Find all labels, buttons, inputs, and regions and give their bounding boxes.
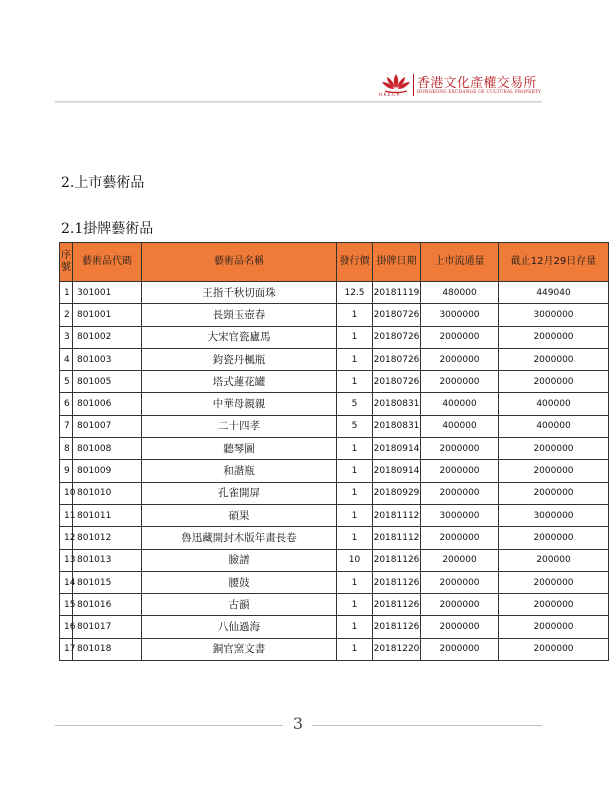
cell-circulation: 480000	[421, 282, 499, 304]
cell-code: 801013	[73, 549, 142, 571]
cell-code: 801006	[73, 393, 142, 415]
cell-circulation: 400000	[421, 393, 499, 415]
cell-serial: 1	[60, 282, 73, 304]
cell-stock: 2000000	[499, 460, 609, 482]
cell-code: 801011	[73, 504, 142, 526]
col-header-price: 發行價	[337, 243, 373, 282]
cell-date: 20181220	[373, 638, 421, 660]
cell-price: 1	[337, 482, 373, 504]
table-row	[60, 616, 609, 638]
cell-circulation: 2000000	[421, 638, 499, 660]
table-row	[60, 326, 609, 348]
cell-date: 20181126	[373, 594, 421, 616]
table-row	[60, 638, 609, 660]
cell-stock: 2000000	[499, 348, 609, 370]
table-row	[60, 415, 609, 437]
cell-stock: 2000000	[499, 594, 609, 616]
cell-circulation: 2000000	[421, 460, 499, 482]
cell-date: 20181126	[373, 616, 421, 638]
cell-stock: 2000000	[499, 482, 609, 504]
cell-price: 5	[337, 415, 373, 437]
cell-serial: 17	[60, 638, 73, 660]
cell-code: 301001	[73, 282, 142, 304]
cell-serial: 12	[60, 527, 73, 549]
cell-price: 1	[337, 371, 373, 393]
cell-serial: 11	[60, 504, 73, 526]
cell-date: 20180914	[373, 438, 421, 460]
cell-circulation: 400000	[421, 415, 499, 437]
col-header-serial: 序號	[60, 243, 73, 282]
cell-name: 銅官窯文書	[142, 638, 337, 660]
cell-date: 20180831	[373, 415, 421, 437]
cell-circulation: 200000	[421, 549, 499, 571]
cell-circulation: 3000000	[421, 504, 499, 526]
cell-code: 801016	[73, 594, 142, 616]
cell-code: 801017	[73, 616, 142, 638]
footer-rule-left	[55, 725, 283, 726]
cell-serial: 15	[60, 594, 73, 616]
header-rule-shadow	[55, 102, 542, 103]
cell-price: 1	[337, 438, 373, 460]
cell-name: 中華母親親	[142, 393, 337, 415]
table-row	[60, 482, 609, 504]
cell-code: 801018	[73, 638, 142, 660]
cell-date: 20180831	[373, 393, 421, 415]
cell-circulation: 2000000	[421, 371, 499, 393]
col-header-circulation: 上市流通量	[421, 243, 499, 282]
listed-artworks-table	[59, 242, 609, 661]
footer-rule-right	[312, 725, 542, 726]
cell-serial: 6	[60, 393, 73, 415]
cell-price: 1	[337, 638, 373, 660]
cell-price: 1	[337, 304, 373, 326]
col-header-stock: 截止12月29日存量	[499, 243, 609, 282]
cell-date: 20180914	[373, 460, 421, 482]
cell-circulation: 2000000	[421, 594, 499, 616]
table-row	[60, 304, 609, 326]
cell-date: 20181126	[373, 571, 421, 593]
cell-price: 1	[337, 571, 373, 593]
cell-serial: 3	[60, 326, 73, 348]
cell-name: 王指千秋切面珠	[142, 282, 337, 304]
cell-code: 801002	[73, 326, 142, 348]
cell-price: 1	[337, 594, 373, 616]
cell-serial: 4	[60, 348, 73, 370]
table-row	[60, 282, 609, 304]
cell-name: 八仙過海	[142, 616, 337, 638]
cell-date: 20180726	[373, 304, 421, 326]
section-heading: 2.上市藝術品	[61, 175, 145, 191]
cell-serial: 8	[60, 438, 73, 460]
logo-divider	[413, 74, 414, 96]
cell-price: 12.5	[337, 282, 373, 304]
cell-stock: 449040	[499, 282, 609, 304]
cell-name: 孔雀開屏	[142, 482, 337, 504]
cell-price: 1	[337, 326, 373, 348]
cell-serial: 13	[60, 549, 73, 571]
table-row	[60, 504, 609, 526]
subsection-heading: 2.1掛牌藝術品	[61, 221, 154, 237]
cell-name: 腰鼓	[142, 571, 337, 593]
org-name-english: HONGKONG EXCHANGE OF CULTURAL PROPERTY	[417, 90, 542, 95]
cell-price: 1	[337, 460, 373, 482]
cell-date: 20180726	[373, 326, 421, 348]
cell-price: 1	[337, 616, 373, 638]
cell-stock: 3000000	[499, 304, 609, 326]
cell-date: 20180929	[373, 482, 421, 504]
cell-stock: 2000000	[499, 571, 609, 593]
cell-code: 801003	[73, 348, 142, 370]
cell-code: 801007	[73, 415, 142, 437]
cell-name: 魯迅藏開封木版年畫長卷	[142, 527, 337, 549]
cell-code: 801012	[73, 527, 142, 549]
cell-stock: 400000	[499, 393, 609, 415]
table-row	[60, 594, 609, 616]
cell-serial: 5	[60, 371, 73, 393]
cell-stock: 2000000	[499, 438, 609, 460]
table-row	[60, 438, 609, 460]
cell-stock: 2000000	[499, 638, 609, 660]
cell-code: 801015	[73, 571, 142, 593]
col-header-date: 掛牌日期	[373, 243, 421, 282]
col-header-code: 藝術品代碼	[73, 243, 142, 282]
table-header-row	[60, 243, 609, 282]
cell-stock: 2000000	[499, 371, 609, 393]
cell-date: 20180726	[373, 348, 421, 370]
cell-circulation: 2000000	[421, 482, 499, 504]
cell-serial: 2	[60, 304, 73, 326]
cell-serial: 10	[60, 482, 73, 504]
cell-serial: 14	[60, 571, 73, 593]
cell-stock: 2000000	[499, 616, 609, 638]
cell-code: 801001	[73, 304, 142, 326]
cell-stock: 200000	[499, 549, 609, 571]
cell-name: 塔式蓮花罐	[142, 371, 337, 393]
cell-price: 5	[337, 393, 373, 415]
cell-stock: 2000000	[499, 326, 609, 348]
cell-name: 大宋官瓷廬馬	[142, 326, 337, 348]
logo-abbreviation: H.K.E.C.P.	[379, 92, 401, 97]
cell-name: 鈞瓷丹楓瓶	[142, 348, 337, 370]
cell-stock: 2000000	[499, 527, 609, 549]
cell-code: 801010	[73, 482, 142, 504]
table-row	[60, 549, 609, 571]
cell-name: 碩果	[142, 504, 337, 526]
cell-name: 二十四孝	[142, 415, 337, 437]
cell-stock: 3000000	[499, 504, 609, 526]
cell-price: 1	[337, 504, 373, 526]
cell-serial: 16	[60, 616, 73, 638]
col-header-name: 藝術品名稱	[142, 243, 337, 282]
cell-code: 801008	[73, 438, 142, 460]
cell-circulation: 2000000	[421, 348, 499, 370]
cell-code: 801005	[73, 371, 142, 393]
cell-serial: 9	[60, 460, 73, 482]
table-row	[60, 527, 609, 549]
cell-price: 1	[337, 348, 373, 370]
cell-price: 10	[337, 549, 373, 571]
table-row	[60, 371, 609, 393]
cell-serial: 7	[60, 415, 73, 437]
cell-date: 20181112	[373, 527, 421, 549]
cell-date: 20181126	[373, 549, 421, 571]
cell-circulation: 2000000	[421, 326, 499, 348]
cell-date: 20180726	[373, 371, 421, 393]
table-row	[60, 460, 609, 482]
cell-circulation: 2000000	[421, 438, 499, 460]
cell-circulation: 2000000	[421, 571, 499, 593]
page-header	[0, 0, 595, 100]
cell-code: 801009	[73, 460, 142, 482]
cell-circulation: 2000000	[421, 527, 499, 549]
cell-circulation: 3000000	[421, 304, 499, 326]
table-row	[60, 393, 609, 415]
cell-name: 聽琴圖	[142, 438, 337, 460]
cell-name: 古韻	[142, 594, 337, 616]
cell-date: 20181119	[373, 282, 421, 304]
cell-name: 臉譜	[142, 549, 337, 571]
cell-name: 和諧瓶	[142, 460, 337, 482]
cell-name: 長頸玉壺春	[142, 304, 337, 326]
cell-stock: 400000	[499, 415, 609, 437]
org-name: 香港文化產權交易所	[417, 76, 537, 91]
cell-price: 1	[337, 527, 373, 549]
cell-circulation: 2000000	[421, 616, 499, 638]
table-row	[60, 348, 609, 370]
page-number: 3	[292, 714, 304, 733]
table-row	[60, 571, 609, 593]
cell-date: 20181112	[373, 504, 421, 526]
table-body	[60, 282, 609, 661]
